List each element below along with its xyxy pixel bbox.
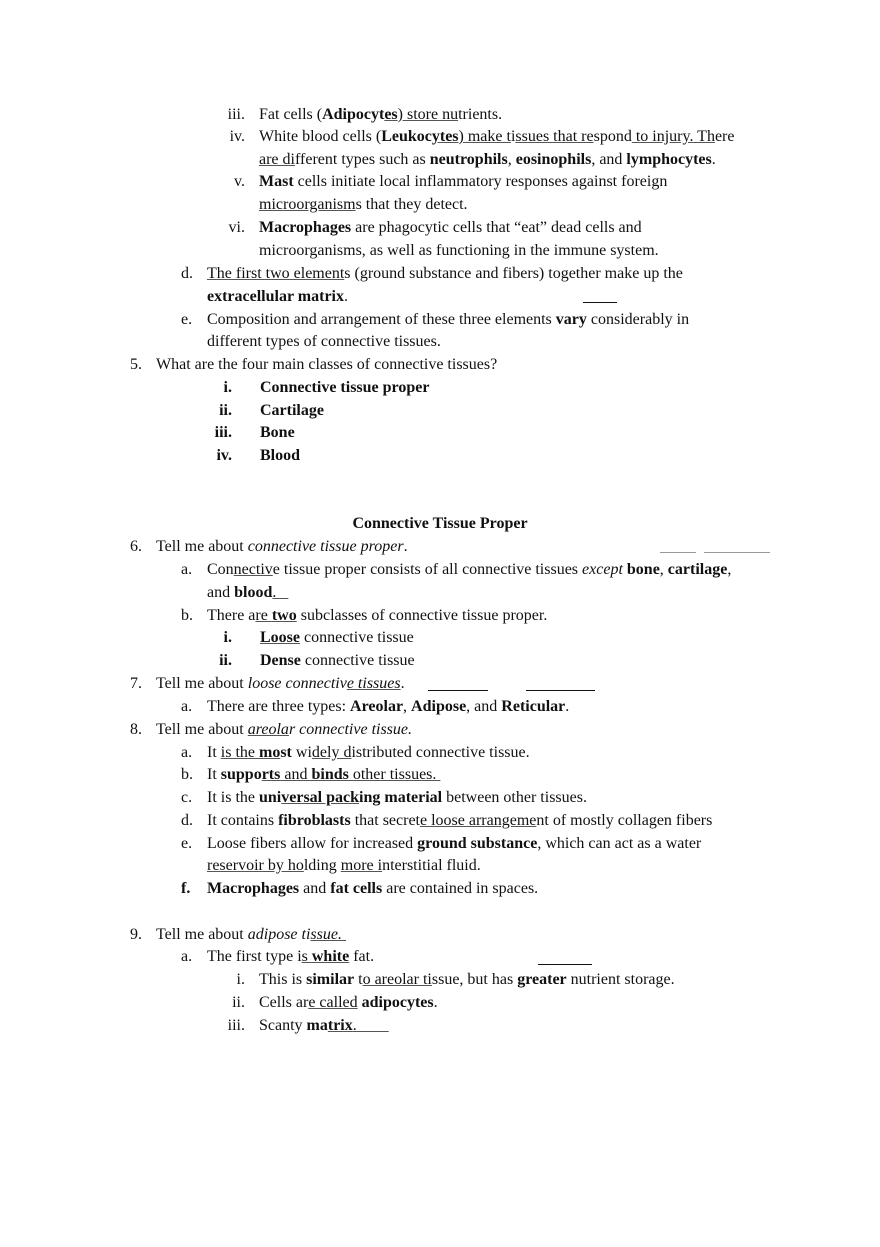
text-run: , <box>727 561 732 578</box>
text-run: binds <box>311 766 349 783</box>
text-run: except <box>582 561 623 578</box>
text-run: adipose ti <box>247 926 311 943</box>
text-run: It <box>207 744 221 761</box>
list-marker: b. <box>181 766 193 783</box>
text-run: two <box>271 607 297 624</box>
answer-blank <box>428 690 488 691</box>
text-run: ma <box>306 1017 328 1034</box>
text-run: Blood <box>260 447 301 464</box>
text-run: e called <box>308 994 358 1011</box>
line-text <box>259 150 716 170</box>
text-run: st <box>280 744 292 761</box>
answer-blank <box>704 552 770 553</box>
line-text <box>156 925 346 945</box>
line-text <box>259 218 642 238</box>
text-run: Tell me about <box>156 721 248 738</box>
text-run: mo <box>259 744 281 761</box>
line-text <box>259 1016 389 1036</box>
list-marker: iii. <box>227 106 245 123</box>
text-run: istributed connective tissue. <box>351 744 530 761</box>
list-marker: d. <box>181 812 193 829</box>
text-run: Tell me about <box>156 538 248 555</box>
line-text <box>207 788 587 808</box>
text-run: bone <box>626 561 660 578</box>
line-text <box>259 105 502 125</box>
text-run: . <box>565 698 570 715</box>
text-run: neutrophils <box>429 151 508 168</box>
list-marker: vi. <box>228 219 245 236</box>
text-run: Macrophages <box>259 219 352 236</box>
list-marker: iii. <box>214 424 232 441</box>
text-run: white <box>311 948 350 965</box>
text-run: , and <box>466 698 502 715</box>
list-marker: d. <box>181 265 193 282</box>
line-text <box>259 970 675 990</box>
line-text <box>260 423 295 443</box>
text-run: lding <box>303 857 341 874</box>
line-text <box>207 264 683 284</box>
text-run: similar <box>306 971 355 988</box>
line-text <box>207 834 701 854</box>
answer-blank <box>660 552 696 553</box>
text-run: i <box>510 128 516 145</box>
text-run: nterstitial fluid. <box>382 857 481 874</box>
line-text <box>156 537 408 557</box>
list-marker: ii. <box>219 652 232 669</box>
list-marker: 6. <box>130 538 142 555</box>
text-run: cartilage <box>667 561 728 578</box>
list-marker: v. <box>234 173 245 190</box>
text-run: is the <box>220 744 259 761</box>
line-text <box>156 355 497 375</box>
text-run: nt of mostly collagen fibers <box>536 812 713 829</box>
text-run: Adipocyt <box>322 106 385 123</box>
text-run: It is the <box>207 789 259 806</box>
text-run: uni <box>259 789 282 806</box>
text-run: vary <box>555 311 587 328</box>
text-run: nectiv <box>233 561 273 578</box>
text-run: , <box>659 561 668 578</box>
text-run: . <box>352 1017 389 1034</box>
list-marker: ii. <box>219 402 232 419</box>
text-run: Loose <box>260 629 300 646</box>
list-marker: 5. <box>130 356 142 373</box>
text-run: Cartilage <box>260 402 324 419</box>
text-run: and <box>280 766 312 783</box>
line-text <box>207 765 440 785</box>
text-run: Tell me about <box>156 675 248 692</box>
list-marker: iv. <box>229 128 245 145</box>
list-marker: f. <box>181 880 191 897</box>
text-run: ere <box>714 128 735 145</box>
text-run: to injury. Th <box>631 128 715 145</box>
text-run: are contained in spaces. <box>382 880 539 897</box>
text-run: s (ground substance and fibers) together make up the <box>344 265 683 282</box>
text-run: e tissues <box>346 675 401 692</box>
text-run: Mast <box>259 173 294 190</box>
text-run: ytes <box>431 128 459 145</box>
text-run: Cells ar <box>259 994 309 1011</box>
list-marker: 9. <box>130 926 142 943</box>
text-run: adipocytes <box>361 994 434 1011</box>
line-text <box>207 560 731 580</box>
text-run: eosinophils <box>515 151 592 168</box>
text-run: reservoir by ho <box>207 857 304 874</box>
list-marker: ii. <box>232 994 245 1011</box>
text-run: , <box>403 698 412 715</box>
line-text <box>260 446 300 466</box>
text-run: considerably in <box>586 311 690 328</box>
text-run: Adipose <box>411 698 467 715</box>
text-run: r connective tissue. <box>288 721 413 738</box>
line-text <box>207 879 538 899</box>
line-text <box>156 720 412 740</box>
text-run: trix <box>327 1017 353 1034</box>
text-run: loose connectiv <box>247 675 347 692</box>
list-marker: a. <box>181 698 193 715</box>
text-run: suppo <box>220 766 262 783</box>
line-text <box>207 743 530 763</box>
text-run: trients. <box>458 106 503 123</box>
text-run: It <box>207 766 221 783</box>
text-run: There a <box>207 607 256 624</box>
text-run: e loose arrangeme <box>420 812 537 829</box>
text-run: Bone <box>260 424 295 441</box>
text-run: , and <box>591 151 627 168</box>
text-run: Leukoc <box>381 128 432 145</box>
text-run: What are the four main classes of connective tissues? <box>156 356 498 373</box>
list-marker: iii. <box>227 1017 245 1034</box>
text-run: ssue, but has <box>431 971 518 988</box>
text-run: connective tissue <box>300 652 415 669</box>
text-run: areola <box>247 721 289 738</box>
text-run: rts <box>261 766 281 783</box>
text-run: are di <box>259 151 295 168</box>
text-run: e tissue proper consists of all connective tissues <box>272 561 583 578</box>
text-run: Tell me about <box>156 926 248 943</box>
text-run: . <box>403 538 408 555</box>
text-run: ing material <box>359 789 443 806</box>
line-text <box>207 947 374 967</box>
text-run: t <box>354 971 363 988</box>
line-text <box>207 697 569 717</box>
text-run: ground substance <box>417 835 538 852</box>
text-run: o areolar ti <box>362 971 432 988</box>
text-run: and <box>299 880 331 897</box>
text-run: and <box>207 584 235 601</box>
line-text <box>156 674 405 694</box>
line-text <box>260 401 324 421</box>
line-text <box>207 310 689 330</box>
text-run: Loose fibers allow for increased <box>207 835 418 852</box>
text-run: White blood cells ( <box>259 128 382 145</box>
text-run: fibroblasts <box>278 812 351 829</box>
text-run: ssue. <box>310 926 346 943</box>
text-run: The first type i <box>207 948 302 965</box>
text-run: between other tissues. <box>442 789 587 806</box>
line-text <box>207 811 712 831</box>
text-run: more i <box>340 857 383 874</box>
line-text <box>207 287 348 307</box>
text-run: Con <box>207 561 234 578</box>
text-run: ) make t <box>458 128 511 145</box>
text-run: are phagocytic cells that “eat” dead cells and <box>351 219 642 236</box>
text-run: , which can act as a water <box>537 835 702 852</box>
list-marker: i. <box>223 629 232 646</box>
text-run: blood <box>234 584 273 601</box>
text-run: fferent types such as <box>294 151 430 168</box>
line-text <box>207 606 547 626</box>
list-marker: i. <box>236 971 245 988</box>
line-text <box>260 628 414 648</box>
text-run: The first two element <box>207 265 345 282</box>
list-marker: c. <box>181 789 193 806</box>
list-marker: 8. <box>130 721 142 738</box>
text-run: dely d <box>311 744 352 761</box>
text-run: This is <box>259 971 307 988</box>
answer-blank <box>538 964 592 965</box>
text-run: . <box>272 584 289 601</box>
line-text <box>207 583 288 603</box>
text-run: fat. <box>349 948 375 965</box>
text-run: . <box>400 675 405 692</box>
list-marker: b. <box>181 607 193 624</box>
text-run: Areolar <box>350 698 404 715</box>
list-marker: i. <box>223 379 232 396</box>
text-run: connective tissue proper <box>247 538 404 555</box>
text-run: Macrophages <box>207 880 300 897</box>
list-marker: iv. <box>216 447 232 464</box>
text-run: . <box>433 994 438 1011</box>
text-run: spond <box>593 128 632 145</box>
list-marker: e. <box>181 311 193 328</box>
text-run: s that they detect. <box>355 196 468 213</box>
text-run: . <box>711 151 716 168</box>
line-text <box>259 241 659 261</box>
text-run: versal pack <box>281 789 360 806</box>
text-run: , <box>507 151 516 168</box>
text-run: that secret <box>350 812 420 829</box>
text-run: Reticular <box>501 698 566 715</box>
text-run: cells initiate local inflammatory responses against foreign <box>293 173 668 190</box>
text-run: different types of connective tissues. <box>207 333 441 350</box>
line-text <box>259 195 468 215</box>
text-run: other tissues. <box>348 766 441 783</box>
text-run: Connective tissue proper <box>260 379 430 396</box>
text-run: microorganism <box>259 196 356 213</box>
text-run: subclasses of connective tissue proper. <box>296 607 548 624</box>
text-run: s <box>301 948 312 965</box>
text-run: lymphocytes <box>626 151 712 168</box>
list-marker: a. <box>181 744 193 761</box>
text-run: Scanty <box>259 1017 307 1034</box>
line-text <box>259 172 667 192</box>
text-run: nutrient storage. <box>566 971 675 988</box>
line-text <box>259 127 734 147</box>
line-text <box>259 993 438 1013</box>
line-text <box>207 856 481 876</box>
line-text <box>260 651 415 671</box>
text-run: Composition and arrangement of these three elements <box>207 311 556 328</box>
text-run: Fat cells ( <box>259 106 323 123</box>
text-run: It contains <box>207 812 279 829</box>
text-run: ssues that re <box>515 128 594 145</box>
text-run: Dense <box>260 652 301 669</box>
text-run: wi <box>291 744 312 761</box>
list-marker: e. <box>181 835 193 852</box>
text-run: re <box>255 607 272 624</box>
text-run: connective tissue <box>300 629 414 646</box>
list-marker: a. <box>181 948 193 965</box>
text-run: . <box>343 288 348 305</box>
text-run: microorganisms, as well as functioning in the immune system. <box>259 242 659 259</box>
text-run: greater <box>517 971 567 988</box>
line-text <box>207 332 441 352</box>
text-run: There are three types: <box>207 698 351 715</box>
text-run: fat cells <box>330 880 383 897</box>
text-run: extracellular matrix <box>207 288 344 305</box>
list-marker: a. <box>181 561 193 578</box>
line-text <box>260 378 429 398</box>
list-marker: 7. <box>130 675 142 692</box>
section-heading: Connective Tissue Proper <box>352 515 528 532</box>
answer-blank <box>583 302 617 303</box>
answer-blank <box>526 690 595 691</box>
text-run: ) store nu <box>397 106 459 123</box>
text-run: es <box>384 106 398 123</box>
